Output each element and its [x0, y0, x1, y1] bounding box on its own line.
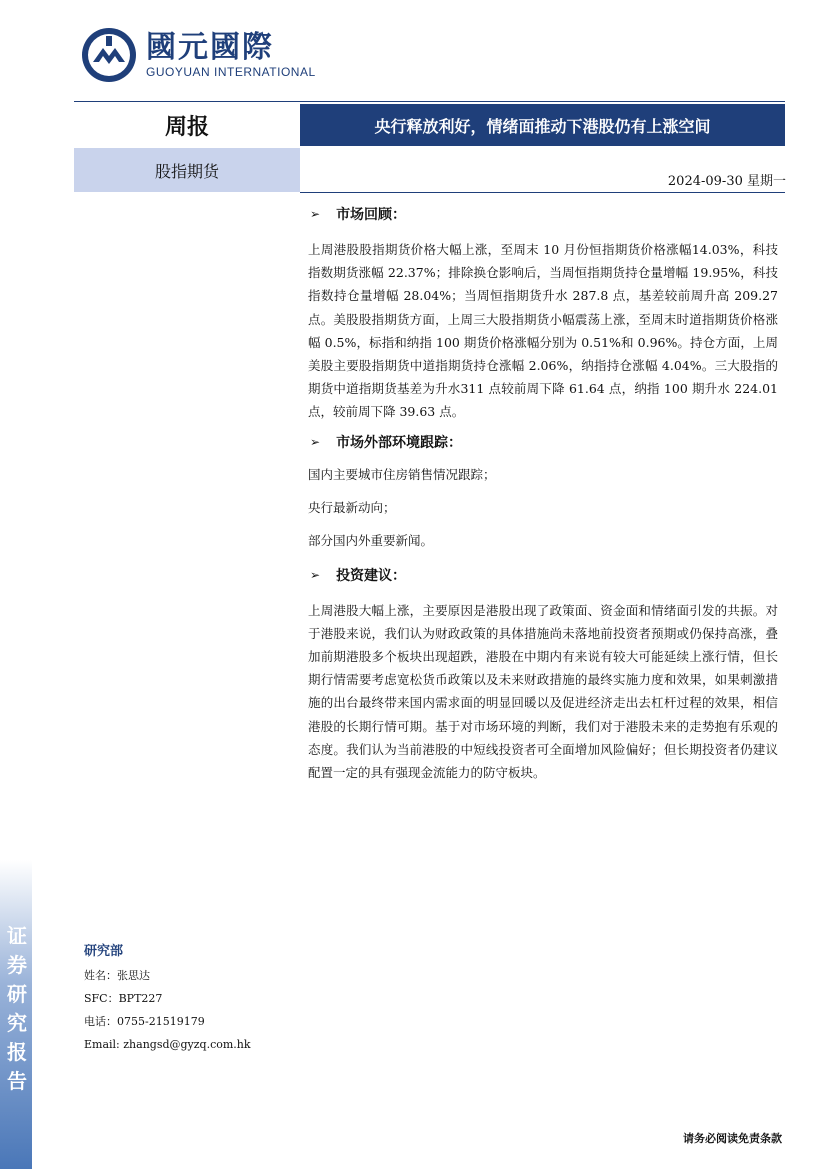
market-review-paragraph: 上周港股股指期货价格大幅上涨，至周末 10 月份恒指期货价格涨幅14.03%，科技指数期货涨幅 22.37%；排除换仓影响后，当周恒指期货持仓量增幅 19.95%，科技指数持仓量增幅 28.04%；当周恒指期货升水 287.8 点，基差较前周升高 209.27 点。美股股指期货方面，上周三大股指期货小幅震荡上涨，至周末时道指期货价格涨幅 0.5%，标指和纳指 100 期货价格涨幅分别为 0.51%和 0.96%。持仓方面，上周美股主要股指期货中道指期货持仓涨幅 2.06%，纳指持仓涨幅 4.04%。三大股指的期货中道指期货基差为升水311 点较前周下降 61.64 点，纳指 100 期升水 224.01 点，较前周下降 39.63 点。 — [308, 242, 778, 420]
section-heading — [308, 565, 778, 585]
date-rule — [300, 192, 785, 193]
author-name: 姓名：张思达 — [84, 969, 150, 982]
side-label: 证券研究报告 — [7, 924, 27, 1093]
investment-advice-paragraph: 上周港股大幅上涨，主要原因是港股出现了政策面、资金面和情绪面引发的共振。对于港股来说，我们认为财政政策的具体措施尚未落地前投资者预期或仍保持高涨，叠加前期港股多个板块出现超跌，港股在中期内有来说有较大可能延续上涨行情，但长期行情需要考虑宽松货币政策以及未来财政措施的最终实施力度和效果，如果刺激措施的出台最终带来国内需求面的明显回暖以及促进经济走出去杠杆过程的效果，相信港股的长期行情可期。基于对市场环境的判断，我们对于港股未来的走势抱有乐观的态度。我们认为当前港股的中短线投资者可全面增加风险偏好；但长期投资者仍建议配置一定的具有强现金流能力的防守板块。 — [308, 602, 778, 781]
tracking-item: 央行最新动向； — [308, 499, 396, 515]
tracking-item: 国内主要城市住房销售情况跟踪； — [308, 466, 496, 482]
sector-label: 股指期货 — [74, 148, 300, 192]
section-title: 投资建议： — [336, 567, 407, 584]
guoyuan-logo-icon — [80, 26, 138, 84]
report-type: 周报 — [164, 114, 209, 140]
department-label: 研究部 — [84, 944, 124, 959]
section-heading — [308, 432, 778, 452]
report-body — [308, 204, 778, 792]
arrow-bullet-icon: ➢ — [310, 207, 321, 221]
brand-name-en: GUOYUAN INTERNATIONAL — [146, 65, 316, 79]
company-logo — [80, 26, 316, 84]
arrow-bullet-icon: ➢ — [310, 434, 321, 449]
section-heading — [308, 204, 778, 224]
author-sfc: SFC：BPT227 — [84, 992, 163, 1005]
report-title: 央行释放利好，情绪面推动下港股仍有上涨空间 — [300, 104, 785, 146]
disclaimer-note[interactable]: 请务必阅读免责条款 — [683, 1132, 782, 1145]
section-title: 市场外部环境跟踪： — [336, 434, 463, 451]
arrow-bullet-icon: ➢ — [310, 567, 321, 582]
author-contact — [84, 964, 251, 1056]
section-title: 市场回顾： — [336, 207, 407, 223]
author-phone: 电话：0755-21519179 — [84, 1015, 205, 1028]
report-date: 2024-09-30 星期一 — [667, 174, 786, 189]
header-rule — [74, 101, 785, 102]
tracking-item: 部分国内外重要新闻。 — [308, 532, 434, 548]
author-email[interactable]: Email: zhangsd@gyzq.com.hk — [84, 1038, 251, 1051]
brand-name-cn: 國元國際 — [146, 30, 274, 65]
